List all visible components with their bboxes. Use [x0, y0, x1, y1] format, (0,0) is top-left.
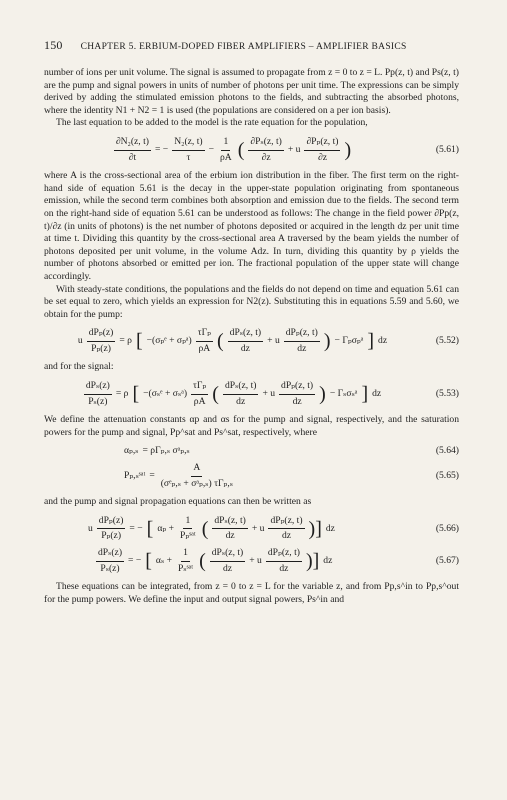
- equation-5-62: u $\frac{\text{dPₚ(z)}}{\text{Pₚ(z)}}$ = ρ [ −(σₚᵉ + σₚᵃ) $\frac{\text{τΓₚ}}{\rho A}$ ( $\frac{\text{dPₛ(z, t)}}{dz}$ + u $\frac{\text{dPₚ(z, t)}}{dz}$ ) − Γₚσₚᵃ ] dz (5.52): [77, 327, 459, 354]
- equation-number: (5.66): [435, 522, 459, 534]
- paragraph: These equations can be integrated, from z = 0 to z = L for the variable z, and from Pp,s^in to Pp,s^out for the pump powers. We define the input and output signal powers, Ps^in and: [44, 581, 459, 605]
- equation-5-67: $\frac{\text{dPₛ(z)}}{\text{Pₛ(z)}}$ = − [ αₛ + $\frac{1}{\text{Pₛˢᵃᵗ}}$ ( $\frac{\text{dPₛ(z, t)}}{dz}$ + u $\frac{\text{dPₚ(z, t)}}{dz}$ )] dz: [98, 547, 333, 574]
- equation-number: (5.61): [435, 143, 459, 155]
- equation-5-66: u $\frac{\text{dPₚ(z)}}{\text{Pₚ(z)}}$ = − [ αₚ + $\frac{1}{\text{Pₚˢᵃᵗ}}$ ( $\frac{\text{dPₛ(z, t)}}{dz}$ + u $\frac{\text{dPₚ(z, t)}}{dz}$ )] dz: [88, 514, 335, 542]
- paragraph: We define the attenuation constants αp and αs for the pump and signal, respectively, and the saturation powers for the pump and signal, Pp^sat and Ps^sat, respectively, where: [44, 414, 459, 438]
- equation-number: (5.53): [435, 387, 459, 399]
- equation-5-64: αₚ,ₛ = ρΓₚ,ₛ σᵃₚ,ₛ: [124, 445, 190, 457]
- equation-5-63: $\frac{\text{dPₛ(z)}}{\text{Pₛ(z)}}$ = ρ [ −(σₛᵉ + σₛᵃ) $\frac{\text{τΓₚ}}{\rho A}$ ( $\frac{\text{dPₛ(z, t)}}{dz}$ + u $\frac{\text{dPₚ(z, t)}}{dz}$ ) − Γₛσₛᵃ ] dz (5.53): [85, 380, 459, 407]
- paragraph: where A is the cross-sectional area of the erbium ion distribution in the fiber. The first term on the right-hand side of equation 5.61 is the decay in the upper-state population originating from spontaneous emission, while the second term combines both absorption and emission due to the fields. The second term on the right-hand side of equation 5.61 can be understood as follows: The change in the field power ∂Pp(z, t)/∂z (in units of photons) is the net number of photons deposited or acquired in the length dz per unit time at time t. Dividing this quantity by the cross-sectional area A traversed by the beam yields the number of photons deposited per unit volume, in the volume Adz. In turn, dividing this quantity by ρ yields the number of photons absorbed or emitted per ion. The fractional population of the upper state will change accordingly.: [44, 170, 459, 282]
- equation-number: (5.64): [435, 445, 459, 457]
- equation-number: (5.52): [435, 335, 459, 347]
- equation-group-5-64-5-65: [44, 445, 459, 490]
- page-body: [44, 67, 459, 606]
- equation-number: (5.67): [435, 554, 459, 566]
- paragraph: and the pump and signal propagation equations can then be written as: [44, 496, 312, 508]
- page-number: 150: [44, 38, 63, 52]
- chapter-title: CHAPTER 5. ERBIUM-DOPED FIBER AMPLIFIERS – AMPLIFIER BASICS: [80, 42, 407, 52]
- paragraph: With steady-state conditions, the populations and the fields do not depend on time and equation 5.61 can be set equal to zero, which yields an expression for N2(z). Substituting this in equations 5.59 and 5.60, we obtain for the pump:: [44, 283, 459, 320]
- equation-5-65: Pₚ,ₛˢᵃᵗ = $\frac{A}{\text{(σᵉₚ,ₛ + σᵃₚ,ₛ) τΓₚ,ₛ}}$: [124, 462, 233, 489]
- running-header: [44, 38, 459, 53]
- paragraph: The last equation to be added to the model is the rate equation for the population,: [56, 117, 368, 129]
- paragraph: number of ions per unit volume. The signal is assumed to propagate from z = 0 to z = L. Pp(z, t) and Ps(z, t) are the pump and signal powers in units of number of photons per unit time. The expressions can be simply derived by adding the stimulated emission photons to the fields, and subtracting the absorbed photons, where the identity N1 + N2 = 1 is used (the populations are considered on a per ion basis).: [44, 67, 459, 116]
- paragraph: and for the signal:: [44, 361, 114, 373]
- equation-5-61: $\frac{\text{∂N₂(z, t)}}{\partial t}$ = − $\frac{\text{N₂(z, t)}}{\tau}$ − $\frac{1}{\rho A}$ ( $\frac{\text{∂Pₛ(z, t)}}{\partial z}$ + u $\frac{\text{∂Pₚ(z, t)}}{\partial z}$ ) (5.61): [115, 135, 459, 163]
- equation-number: (5.65): [435, 469, 459, 481]
- equation-group-5-66-5-67: [44, 515, 459, 575]
